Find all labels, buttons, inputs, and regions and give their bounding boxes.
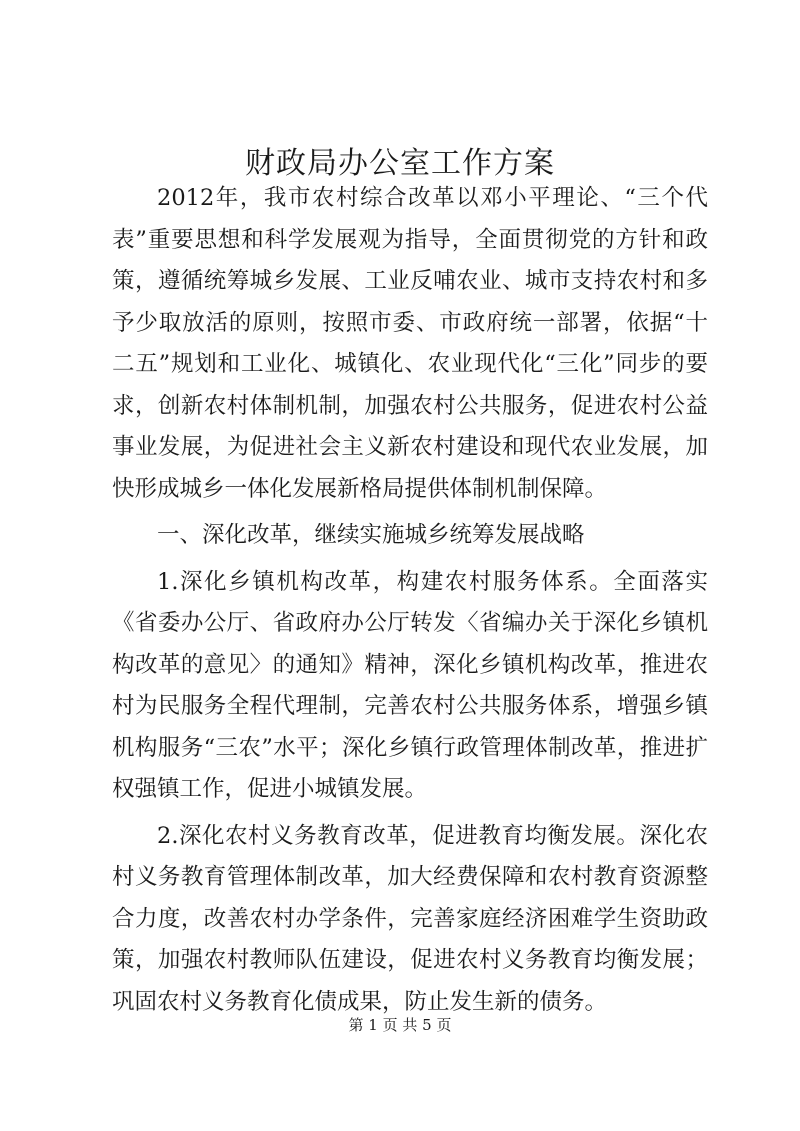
page-number-footer: 第 1 页 共 5 页 — [348, 1016, 452, 1034]
document-title: 财政局办公室工作方案 — [245, 146, 555, 181]
intro-paragraph: 2012年，我市农村综合改革以邓小平理论、“三个代表”重要思想和科学发展观为指导，全面贯彻党的方针和政策，遵循统筹城乡发展、工业反哺农业、城市支持农村和多予少取放活的原则，按照市委、市政府统一部署，依据“十二五”规划和工业化、城镇化、农业现代化“三化”同步的要求，创新农村体制机制，加强农村公共服务，促进农村公益事业发展，为促进社会主义新农村建设和现代农业发展，加快形成城乡一体化发展新格局提供体制机制保障。 — [112, 185, 708, 502]
section-heading: 一、深化改革，继续实施城乡统筹发展战略 — [157, 522, 585, 548]
item-paragraph-2: 2.深化农村义务教育改革，促进教育均衡发展。深化农村义务教育管理体制改革，加大经费保障和农村教育资源整合力度，改善农村办学条件，完善家庭经济困难学生资助政策，加强农村教师队伍建设，促进农村义务教育均衡发展；巩固农村义务教育化债成果，防止发生新的债务。 — [112, 822, 708, 1015]
document-body — [112, 178, 708, 1028]
item-paragraph-1: 1.深化乡镇机构改革，构建农村服务体系。全面落实《省委办公厅、省政府办公厅转发〈省编办关于深化乡镇机构改革的意见〉的通知》精神，深化乡镇机构改革，推进农村为民服务全程代理制，完善农村公共服务体系，增强乡镇机构服务“三农”水平；深化乡镇行政管理体制改革，推进扩权强镇工作，促进小城镇发展。 — [112, 568, 708, 802]
